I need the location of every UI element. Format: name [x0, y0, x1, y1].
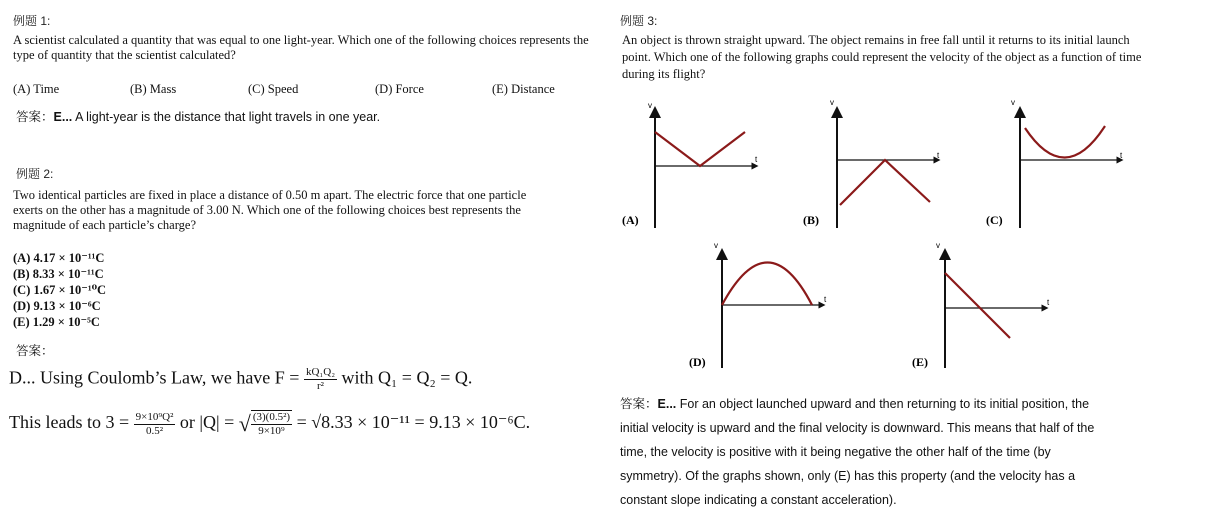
graph-b-label: (B)	[803, 213, 819, 227]
q1-label: 例题 1:	[13, 14, 51, 28]
graph-a-curve	[655, 132, 745, 166]
q1-text: A scientist calculated a quantity that was equal to one light-year. Which one of the following choices represents the type of quantity that the scientist calculated?	[13, 33, 589, 62]
graph-e-curve	[945, 273, 1010, 338]
q1-option-c: (C) Speed	[248, 82, 299, 96]
q3-answer	[620, 392, 1195, 512]
q2-text-2: exerts on the other has a magnitude of 3.00 N. Which one of the following choices best represents the	[13, 203, 521, 217]
q1-option-e: (E) Distance	[492, 82, 555, 96]
graph-d-v-label: v	[714, 241, 718, 250]
graph-b	[803, 98, 940, 228]
q3-label: 例题 3:	[620, 14, 658, 28]
sqrt-fraction	[251, 410, 292, 438]
graph-c	[986, 98, 1123, 228]
graph-e-v-label: v	[936, 241, 940, 250]
sqrt-numerator: (3)(0.5²)	[252, 411, 291, 423]
q2-label: 例题 2:	[16, 167, 54, 181]
graph-d-t-label: t	[824, 295, 827, 304]
graph-c-curve	[1025, 126, 1105, 158]
graph-e-label: (E)	[912, 355, 928, 369]
q3-text-3: during its flight?	[622, 67, 706, 81]
graph-a-t-label: t	[755, 155, 758, 164]
q3-answer-letter: E...	[657, 397, 677, 411]
q2-solution-line2	[9, 410, 530, 438]
graph-d-label: (D)	[689, 355, 706, 369]
q1-option-a: (A) Time	[13, 82, 60, 96]
graph-c-v-label: v	[1011, 98, 1015, 107]
q1-answer-text: A light-year is the distance that light travels in one year.	[72, 110, 381, 124]
q2-option-b: (B) 8.33 × 10⁻¹¹C	[13, 267, 104, 281]
q3-answer-line5: constant slope indicating a constant acceleration).	[620, 493, 897, 507]
graph-a	[622, 101, 758, 228]
graph-b-curve	[840, 160, 930, 205]
q2-solution-or: or |Q| =	[179, 412, 235, 433]
sqrt-denominator: 9×10⁹	[258, 425, 285, 437]
graph-c-label: (C)	[986, 213, 1003, 227]
coulomb-fraction	[304, 366, 337, 393]
q1-option-d: (D) Force	[375, 82, 424, 96]
q3-answer-line3: time, the velocity is positive with it being negative the other half of the time (by	[620, 445, 1051, 459]
force-fraction	[134, 411, 176, 438]
q1-option-b: (B) Mass	[130, 82, 177, 96]
q2-option-c: (C) 1.67 × 10⁻¹⁰C	[13, 283, 107, 297]
q2-solution-intro: D... Using Coulomb’s Law, we have F =	[9, 367, 300, 388]
q2-text-3: magnitude of each particle’s charge?	[13, 218, 197, 232]
graph-e	[912, 241, 1050, 369]
graph-d	[689, 241, 827, 369]
graph-d-curve	[722, 263, 812, 306]
graph-e-t-label: t	[1047, 298, 1050, 307]
graph-b-v-label: v	[830, 98, 834, 107]
q3-answer-line1: For an object launched upward and then returning to its initial position, the	[676, 397, 1090, 411]
q2-answer-prefix: 答案：	[16, 344, 54, 358]
q2-option-e: (E) 1.29 × 10⁻⁵C	[13, 315, 100, 329]
q1-answer-letter: E...	[53, 110, 73, 124]
sqrt-symbol: √	[238, 411, 251, 436]
q2-solution-leads: This leads to 3 =	[9, 412, 130, 433]
q3-text-1: An object is thrown straight upward. The object remains in free fall until it returns to its initial launch	[622, 33, 1130, 47]
force-denominator: 0.5²	[146, 424, 164, 437]
coulomb-numerator: kQ₁Q₂	[305, 366, 336, 378]
q3-answer-line4: symmetry). Of the graphs shown, only (E) has this property (and the velocity has a	[620, 469, 1076, 483]
graph-b-t-label: t	[937, 151, 940, 160]
q2-solution-line1	[9, 366, 472, 393]
q1-answer-prefix: 答案：	[16, 110, 54, 124]
q2-solution-equal-charges: with Q₁ = Q₂ = Q.	[341, 367, 473, 388]
q2-option-d: (D) 9.13 × 10⁻⁶C	[13, 299, 101, 313]
q1-answer	[16, 107, 380, 125]
graph-a-label: (A)	[622, 213, 639, 227]
velocity-graphs	[600, 90, 1200, 380]
q3-answer-prefix: 答案：	[620, 397, 658, 411]
graph-a-v-label: v	[648, 101, 652, 110]
q3-answer-line2: initial velocity is upward and the final velocity is downward. This means that half of the	[620, 421, 1095, 435]
force-numerator: 9×10⁹Q²	[135, 410, 174, 423]
coulomb-denominator: r²	[317, 380, 324, 392]
q3-text-2: point. Which one of the following graphs could represent the velocity of the object as a function of time	[622, 50, 1142, 64]
graph-c-t-label: t	[1120, 151, 1123, 160]
q2-option-a: (A) 4.17 × 10⁻¹¹C	[13, 251, 105, 265]
q2-solution-result: = √8.33 × 10⁻¹¹ = 9.13 × 10⁻⁶C.	[296, 412, 531, 433]
q2-text-1: Two identical particles are fixed in place a distance of 0.50 m apart. The electric force that one particle	[13, 188, 527, 202]
